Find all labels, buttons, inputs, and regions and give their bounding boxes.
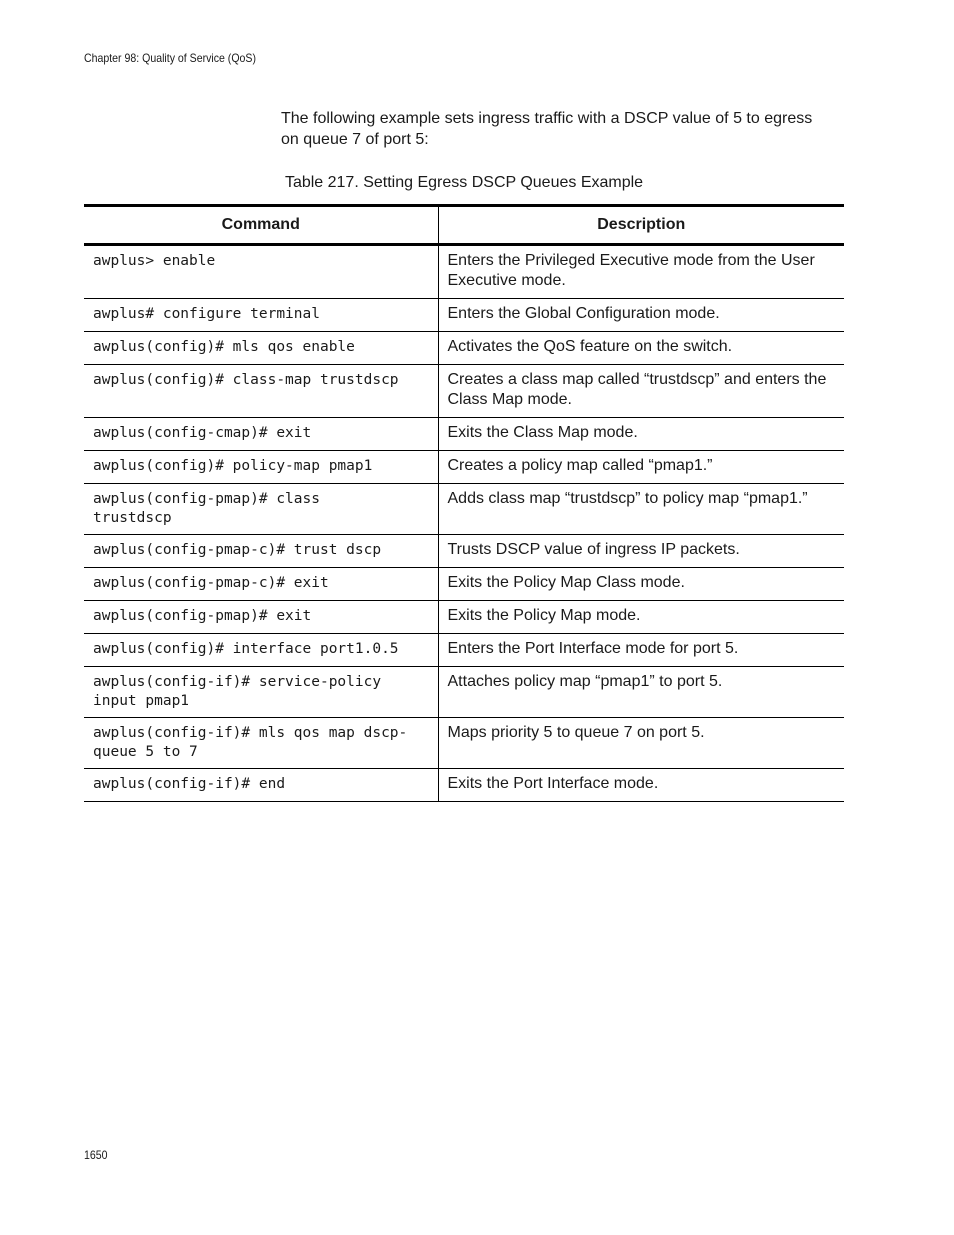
table-row — [84, 667, 844, 718]
table-row — [84, 484, 844, 535]
command-cell: awplus(config-cmap)# exit — [84, 418, 438, 451]
command-cell: awplus> enable — [84, 245, 438, 299]
command-cell: awplus(config-pmap-c)# exit — [84, 568, 438, 601]
description-cell: Enters the Privileged Executive mode from the User Executive mode. — [438, 245, 844, 299]
command-table — [84, 204, 844, 802]
description-cell: Exits the Policy Map Class mode. — [438, 568, 844, 601]
description-cell: Attaches policy map “pmap1” to port 5. — [438, 667, 844, 718]
table-caption: Table 217. Setting Egress DSCP Queues Example — [284, 174, 644, 191]
table-header-row — [84, 206, 844, 245]
table-row — [84, 245, 844, 299]
table-row — [84, 634, 844, 667]
description-cell: Activates the QoS feature on the switch. — [438, 332, 844, 365]
table-row — [84, 332, 844, 365]
command-cell: awplus(config)# class-map trustdscp — [84, 365, 438, 418]
command-cell: awplus(config-if)# end — [84, 769, 438, 802]
table-row — [84, 535, 844, 568]
command-cell: awplus(config)# policy-map pmap1 — [84, 451, 438, 484]
command-cell: awplus(config-pmap)# class trustdscp — [84, 484, 438, 535]
table-row — [84, 299, 844, 332]
table-row — [84, 451, 844, 484]
table-row — [84, 568, 844, 601]
column-header-description: Description — [438, 206, 844, 245]
description-cell: Trusts DSCP value of ingress IP packets. — [438, 535, 844, 568]
command-cell: awplus(config-pmap-c)# trust dscp — [84, 535, 438, 568]
table-row — [84, 418, 844, 451]
table-row — [84, 601, 844, 634]
description-cell: Creates a policy map called “pmap1.” — [438, 451, 844, 484]
description-cell: Enters the Global Configuration mode. — [438, 299, 844, 332]
intro-paragraph: The following example sets ingress traffic with a DSCP value of 5 to egress on queue 7 of port 5: — [281, 110, 813, 148]
command-cell: awplus(config-pmap)# exit — [84, 601, 438, 634]
table-row — [84, 718, 844, 769]
command-cell: awplus(config-if)# service-policy input pmap1 — [84, 667, 438, 718]
command-cell: awplus(config)# interface port1.0.5 — [84, 634, 438, 667]
column-header-command: Command — [84, 206, 438, 245]
description-cell: Creates a class map called “trustdscp” and enters the Class Map mode. — [438, 365, 844, 418]
command-cell: awplus(config)# mls qos enable — [84, 332, 438, 365]
table-body — [84, 245, 844, 802]
description-cell: Maps priority 5 to queue 7 on port 5. — [438, 718, 844, 769]
command-cell: awplus(config-if)# mls qos map dscp- queue 5 to 7 — [84, 718, 438, 769]
table-row — [84, 769, 844, 802]
page-number: 1650 — [84, 1148, 108, 1162]
command-cell: awplus# configure terminal — [84, 299, 438, 332]
description-cell: Enters the Port Interface mode for port 5. — [438, 634, 844, 667]
description-cell: Exits the Port Interface mode. — [438, 769, 844, 802]
table-row — [84, 365, 844, 418]
description-cell: Adds class map “trustdscp” to policy map “pmap1.” — [438, 484, 844, 535]
description-cell: Exits the Policy Map mode. — [438, 601, 844, 634]
running-header: Chapter 98: Quality of Service (QoS) — [84, 51, 256, 65]
description-cell: Exits the Class Map mode. — [438, 418, 844, 451]
